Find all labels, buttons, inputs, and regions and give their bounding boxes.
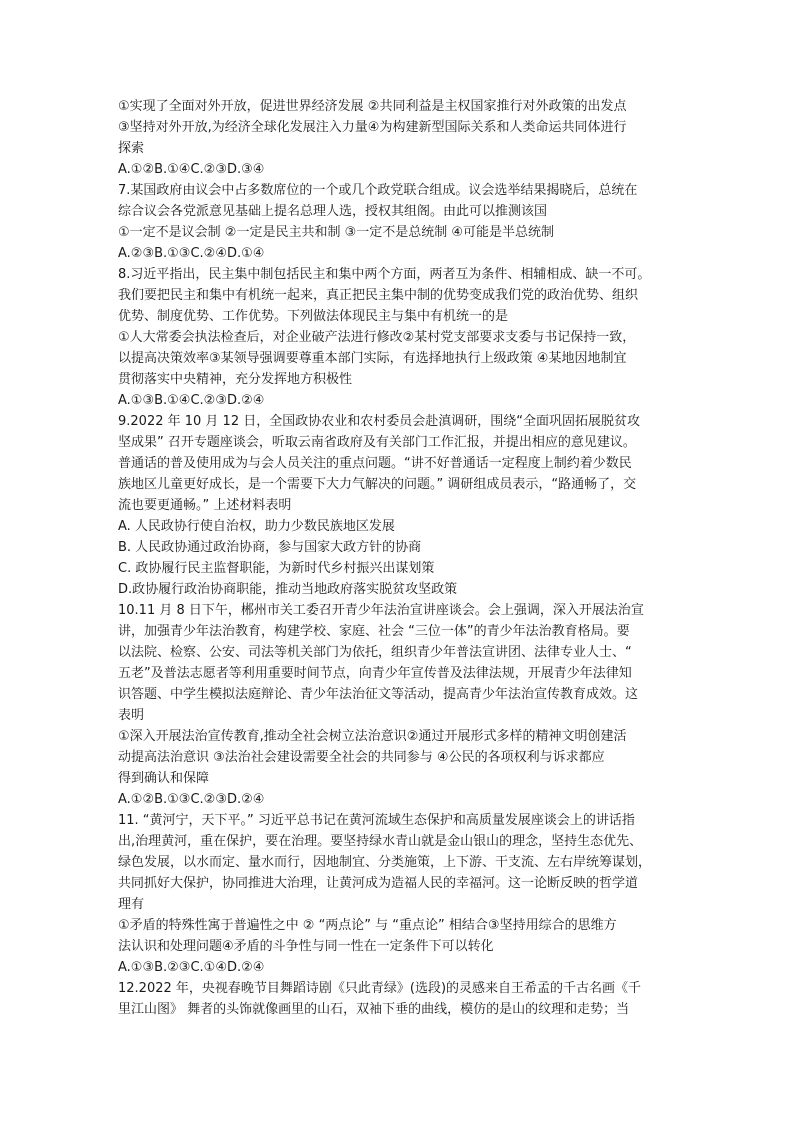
text-line: 我们要把民主和集中有机统一起来，真正把民主集中制的优势变成我们党的政治优势、组织 — [118, 288, 639, 303]
text-line: 8.习近平指出，民主集中制包括民主和集中两个方面，两者互为条件、相辅相成、缺一不可。 — [118, 267, 651, 282]
text-line: ①实现了全面对外开放，促进世界经济发展 ②共同利益是主权国家推行对外政策的出发点 — [118, 99, 627, 114]
text-line: 探索 — [118, 141, 145, 156]
document-page — [118, 96, 688, 1020]
text-line: A.①③B.①④C.②③D.②④ — [118, 393, 265, 408]
text-line: 法认识和处理问题④矛盾的斗争性与同一性在一定条件下可以转化 — [118, 939, 494, 954]
text-line: 坚成果” 召开专题座谈会，听取云南省政府及有关部门工作汇报，并提出相应的意见建议。 — [118, 435, 636, 450]
text-line: B. 人民政协通过政治协商，参与国家大政方针的协商 — [118, 540, 422, 555]
text-line: A.①②B.①③C.②③D.②④ — [118, 792, 265, 807]
text-line: ①深入开展法治宣传教育,推动全社会树立法治意识②通过开展形式多样的精神文明创建活 — [118, 729, 627, 744]
text-line: 7.某国政府由议会中占多数席位的一个或几个政党联合组成。议会选举结果揭晓后，总统在 — [118, 183, 638, 198]
text-line: 绿色发展，以水而定、量水而行，因地制宜、分类施策，上下游、干支流、左右岸统筹谋划， — [118, 855, 652, 870]
text-line: 得到确认和保障 — [118, 771, 210, 786]
text-line: 贯彻落实中央精神，充分发挥地方积极性 — [118, 372, 353, 387]
text-line: ①一定不是议会制 ②一定是民主共和制 ③一定不是总统制 ④可能是半总统制 — [118, 225, 555, 240]
text-line: 10.11 月 8 日下午，郴州市关工委召开青少年法治宣讲座谈会。会上强调，深入开展法治宣 — [118, 603, 644, 618]
text-line: 出,治理黄河，重在保护，要在治理。要坚持绿水青山就是金山银山的理念，坚持生态优先、 — [118, 834, 643, 849]
text-line: 共同抓好大保护，协同推进大治理，让黄河成为造福人民的幸福河。这一论断反映的哲学道 — [118, 876, 639, 891]
text-line: 流也要更通畅。” 上述材料表明 — [118, 498, 292, 513]
text-line: ①矛盾的特殊性寓于普遍性之中 ② “两点论” 与 “重点论” 相结合③坚持用综合的思维方 — [118, 918, 617, 933]
text-line: 综合议会各党派意见基础上提名总理人选，授权其组阁。由此可以推测该国 — [118, 204, 548, 219]
text-line: 9.2022 年 10 月 12 日，全国政协农业和农村委员会赴滇调研，围绕“全面巩固拓展脱贫攻 — [118, 414, 640, 429]
text-line: 理有 — [118, 897, 145, 912]
text-line: 动提高法治意识 ③法治社会建设需要全社会的共同参与 ④公民的各项权利与诉求都应 — [118, 750, 605, 765]
text-line: 12.2022 年，央视春晚节目舞蹈诗剧《只此青绿》(选段)的灵感来自王希孟的千古名画《千 — [118, 981, 642, 996]
text-line: C. 政协履行民主监督职能，为新时代乡村振兴出谋划策 — [118, 561, 435, 576]
text-line: 族地区儿童更好成长，是一个需要下大力气解决的问题。” 调研组成员表示，“路通畅了，交 — [118, 477, 637, 492]
text-line: 识答题、中学生模拟法庭辩论、青少年法治征文等活动，提高青少年法治宣传教育成效。这 — [118, 687, 639, 702]
text-line: 11. “黄河宁，天下平。” 习近平总书记在黄河流域生态保护和高质量发展座谈会上的讲话指 — [118, 813, 635, 828]
text-line: 以法院、检察、公安、司法等机关部门为依托，组织青少年普法宣讲团、法律专业人士、“ — [118, 645, 632, 660]
text-line: 以提高决策效率③某领导强调要尊重本部门实际，有选择地执行上级政策 ④某地因地制宜 — [118, 351, 627, 366]
text-line: 表明 — [118, 708, 145, 723]
text-line: A.①③B.②③C.①④D.②④ — [118, 960, 265, 975]
text-line: 五老”及普法志愿者等利用重要时间节点，向青少年宣传普及法律法规，开展青少年法律知 — [118, 666, 632, 681]
text-line: 普通话的普及使用成为与会人员关注的重点问题。“讲不好普通话一定程度上制约着少数民 — [118, 456, 632, 471]
text-line: D.政协履行政治协商职能，推动当地政府落实脱贫攻坚政策 — [118, 582, 458, 597]
text-line: 里江山图》 舞者的头饰就像画里的山石，双袖下垂的曲线，模仿的是山的纹理和走势；当 — [118, 1002, 630, 1017]
text-line: 优势、制度优势、工作优势。下列做法体现民主与集中有机统一的是 — [118, 309, 509, 324]
text-line: ③坚持对外开放,为经济全球化发展注入力量④为构建新型国际关系和人类命运共同体进行 — [118, 120, 627, 135]
text-line: 讲，加强青少年法治教育，构建学校、家庭、社会 “三位一体”的青少年法治教育格局。要 — [118, 624, 630, 639]
text-line: ①人大常委会执法检查后，对企业破产法进行修改②某村党支部要求支委与书记保持一致， — [118, 330, 636, 345]
text-line: A.②③B.①③C.②④D.①④ — [118, 246, 265, 261]
text-line: A. 人民政协行使自治权，助力少数民族地区发展 — [118, 519, 395, 534]
text-line: A.①②B.①④C.②③D.③④ — [118, 162, 265, 177]
